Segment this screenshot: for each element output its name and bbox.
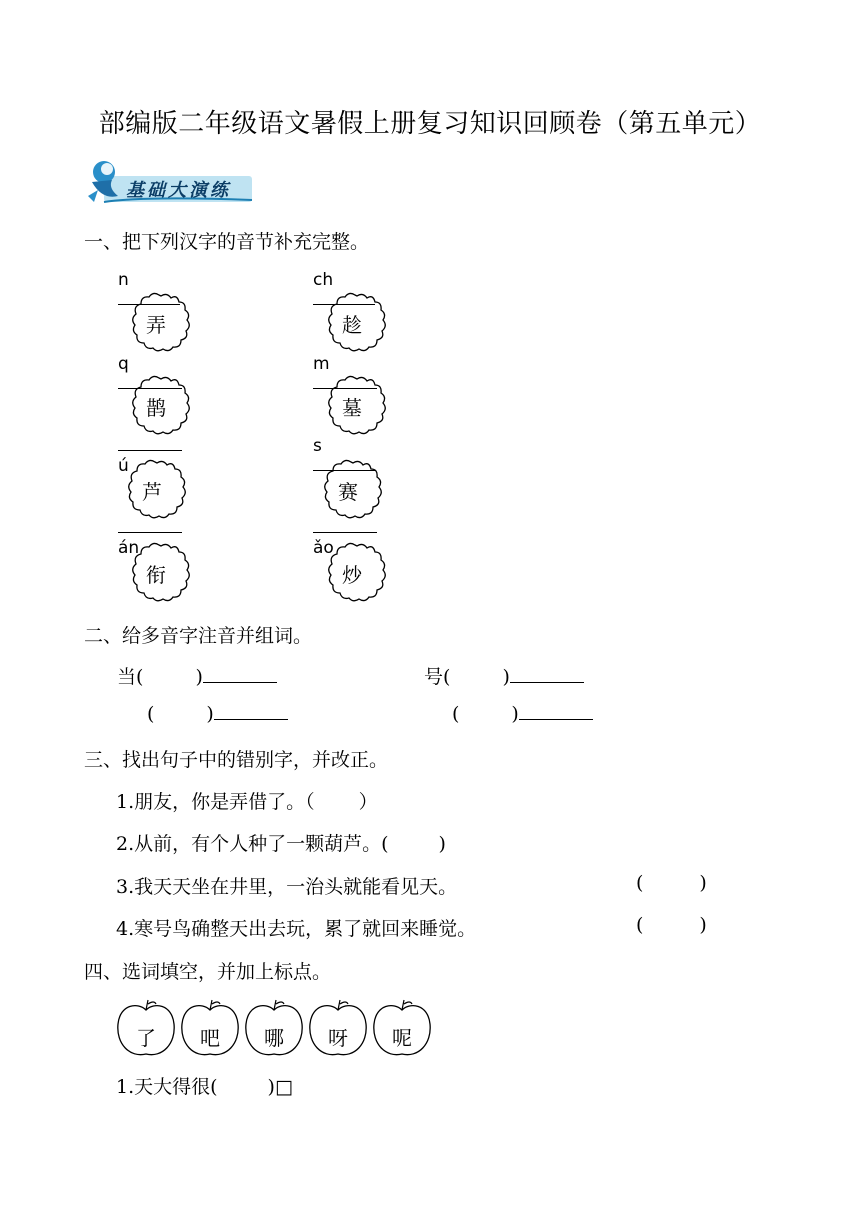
- word-choice[interactable]: 呢: [392, 1026, 412, 1050]
- word-choice[interactable]: 吧: [200, 1026, 220, 1050]
- hanzi-char: 炒: [342, 563, 362, 587]
- pinyin-suffix: ǎo: [313, 538, 334, 558]
- pinyin-prefix: n: [118, 270, 129, 290]
- hanzi-char: 赛: [338, 480, 358, 504]
- paren-close: ): [502, 666, 510, 688]
- correction-sentence: [116, 914, 476, 941]
- paren-open: (: [452, 703, 460, 725]
- paren-open: (: [636, 914, 644, 936]
- paren-open: (: [443, 666, 451, 688]
- correction-sentence: [116, 872, 457, 899]
- paren-close: ): [438, 833, 446, 855]
- pinyin-prefix: m: [313, 354, 330, 374]
- section-2-heading: 二、给多音字注音并组词。: [84, 625, 313, 647]
- pinyin-suffix: án: [118, 538, 140, 558]
- paren-close: ）: [358, 791, 378, 813]
- section-3-heading: 三、找出句子中的错别字，并改正。: [84, 749, 389, 771]
- question-text: 1.天大得很(: [116, 1076, 218, 1098]
- section-1-heading: 一、把下列汉字的音节补充完整。: [84, 231, 370, 253]
- answer-parens[interactable]: [636, 872, 707, 894]
- word-answer-slot[interactable]: [510, 682, 584, 683]
- word-answer-slot[interactable]: [214, 719, 288, 720]
- paren-close: ): [206, 703, 214, 725]
- correction-sentence: [116, 787, 378, 814]
- paren-open: (: [147, 703, 155, 725]
- sentence-text: 4.寒号鸟确整天出去玩，累了就回来睡觉。: [116, 918, 477, 940]
- hanzi-char: 趁: [342, 313, 362, 337]
- hanzi-char: 鹊: [146, 396, 166, 420]
- hanzi-char: 芦: [142, 480, 162, 504]
- sentence-text: 1.朋友，你是弄借了。（: [116, 791, 315, 813]
- punctuation-box[interactable]: )□: [267, 1076, 293, 1098]
- word-choice[interactable]: 哪: [264, 1026, 284, 1050]
- polyphone-char: 当: [117, 666, 137, 688]
- pinyin-suffix: ú: [118, 456, 129, 476]
- answer-parens[interactable]: [636, 914, 707, 936]
- hanzi-char: 墓: [342, 396, 362, 420]
- polyphone-row: [424, 662, 584, 689]
- correction-sentence: [116, 829, 446, 856]
- sentence-text: 3.我天天坐在井里，一治头就能看见天。: [116, 876, 458, 898]
- polyphone-char: 号: [424, 666, 444, 688]
- paren-open: (: [636, 872, 644, 894]
- hanzi-char: 衔: [146, 563, 166, 587]
- paren-close: ): [699, 872, 707, 894]
- paren-open: (: [136, 666, 144, 688]
- sentence-text: 2.从前，有个人种了一颗葫芦。(: [116, 833, 389, 855]
- page-title: 部编版二年级语文暑假上册复习知识回顾卷（第五单元）: [98, 109, 762, 139]
- fill-question: [116, 1072, 293, 1099]
- pinyin-prefix: ch: [313, 270, 334, 290]
- paren-close: ): [511, 703, 519, 725]
- word-answer-slot[interactable]: [203, 682, 277, 683]
- word-choice[interactable]: 了: [136, 1026, 156, 1050]
- hanzi-char: 弄: [146, 313, 166, 337]
- polyphone-row: [452, 703, 593, 725]
- pinyin-prefix: q: [118, 354, 129, 374]
- word-answer-slot[interactable]: [519, 719, 593, 720]
- polyphone-row: [117, 662, 277, 689]
- pinyin-prefix: s: [313, 436, 322, 456]
- paren-close: ): [699, 914, 707, 936]
- polyphone-row: [147, 703, 288, 725]
- word-choice[interactable]: 呀: [328, 1026, 348, 1050]
- paren-close: ): [195, 666, 203, 688]
- section-4-heading: 四、选词填空，并加上标点。: [84, 961, 332, 983]
- banner-label: 基础大演练: [126, 180, 231, 201]
